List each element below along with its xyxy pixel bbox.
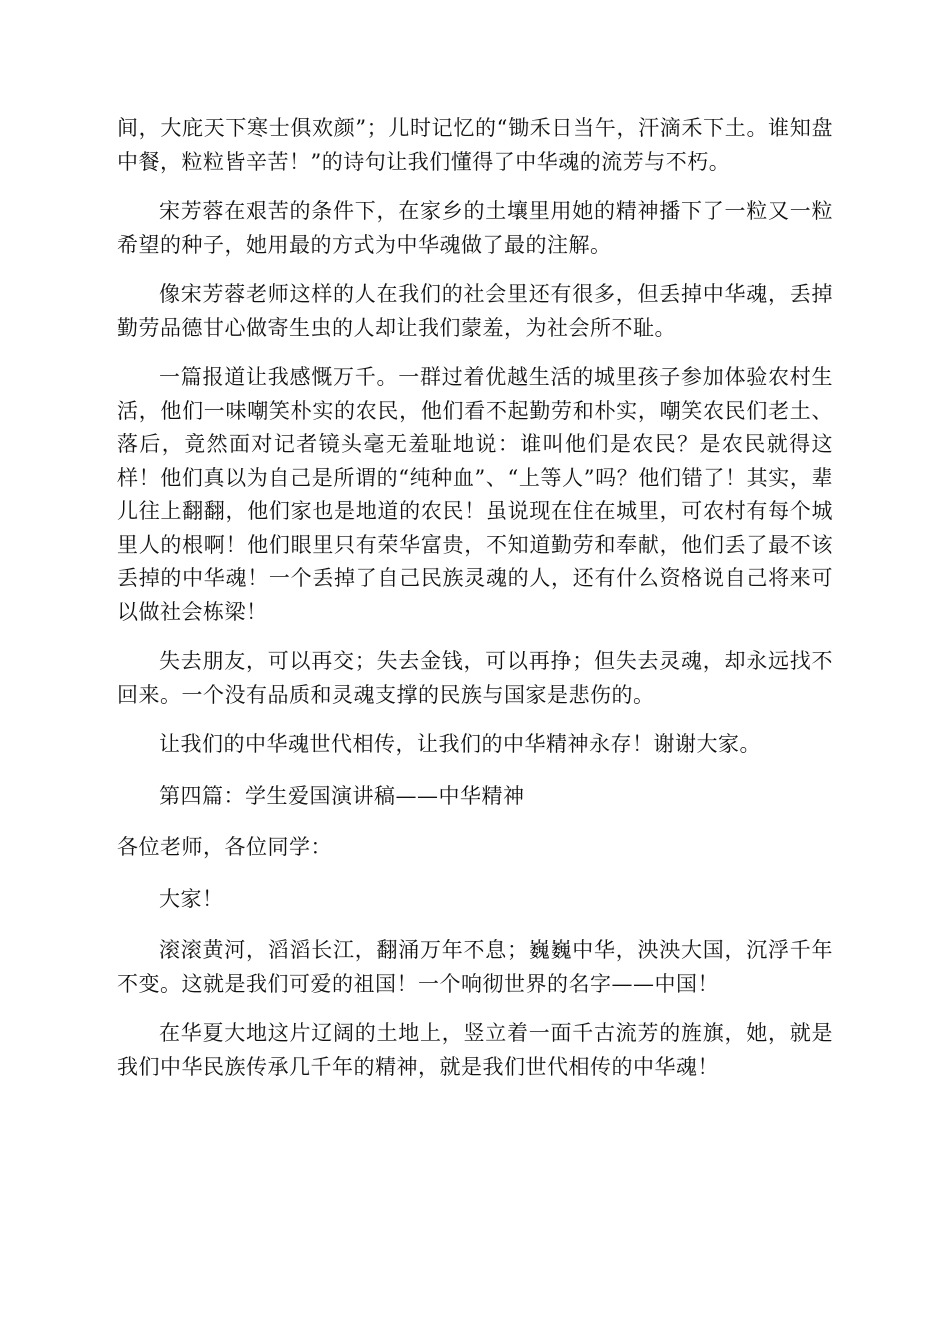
paragraph: 宋芳蓉在艰苦的条件下，在家乡的土壤里用她的精神播下了一粒又一粒希望的种子，她用最的方式为中华魂做了最的注解。 — [117, 199, 833, 257]
paragraph: 让我们的中华魂世代相传，让我们的中华精神永存！谢谢大家。 — [159, 732, 761, 756]
paragraph: 在华夏大地这片辽阔的土地上，竖立着一面千古流芳的旌旗，她，就是我们中华民族传承几千年的精神，就是我们世代相传的中华魂！ — [117, 1021, 833, 1079]
paragraph: 滚滚黄河，滔滔长江，翻涌万年不息；巍巍中华，泱泱大国，沉浮千年不变。这就是我们可爱的祖国！一个响彻世界的名字——中国！ — [117, 938, 833, 996]
paragraph: 像宋芳蓉老师这样的人在我们的社会里还有很多，但丢掉中华魂，丢掉勤劳品德甘心做寄生虫的人却让我们蒙羞，为社会所不耻。 — [117, 282, 833, 340]
paragraph: 间，大庇天下寒士俱欢颜”；儿时记忆的“锄禾日当午，汗滴禾下土。谁知盘中餐，粒粒皆辛苦！”的诗句让我们懂得了中华魂的流芳与不朽。 — [117, 116, 833, 174]
paragraph: 失去朋友，可以再交；失去金钱，可以再挣；但失去灵魂，却永远找不回来。一个没有品质和灵魂支撑的民族与国家是悲伤的。 — [117, 649, 833, 707]
section-heading: 第四篇：学生爱国演讲稿——中华精神 — [159, 783, 525, 808]
paragraph: 一篇报道让我感慨万千。一群过着优越生活的城里孩子参加体验农村生活，他们一味嘲笑朴实的农民，他们看不起勤劳和朴实，嘲笑农民们老土、落后，竟然面对记者镜头毫无羞耻地说：谁叫他们是农民？是农民就得这样！他们真以为自己是所谓的“纯种血”、“上等人”吗？他们错了！其实，辈儿往上翻翻，他们家也是地道的农民！虽说现在住在城里，可农村有每个城里人的根啊！他们眼里只有荣华富贵，不知道勤劳和奉献，他们丢了最不该丢掉的中华魂！一个丢掉了自己民族灵魂的人，还有什么资格说自己将来可以做社会栋梁！ — [117, 365, 833, 624]
greeting: 大家！ — [159, 886, 224, 911]
salutation: 各位老师，各位同学： — [117, 835, 332, 859]
document-page — [117, 112, 833, 1100]
